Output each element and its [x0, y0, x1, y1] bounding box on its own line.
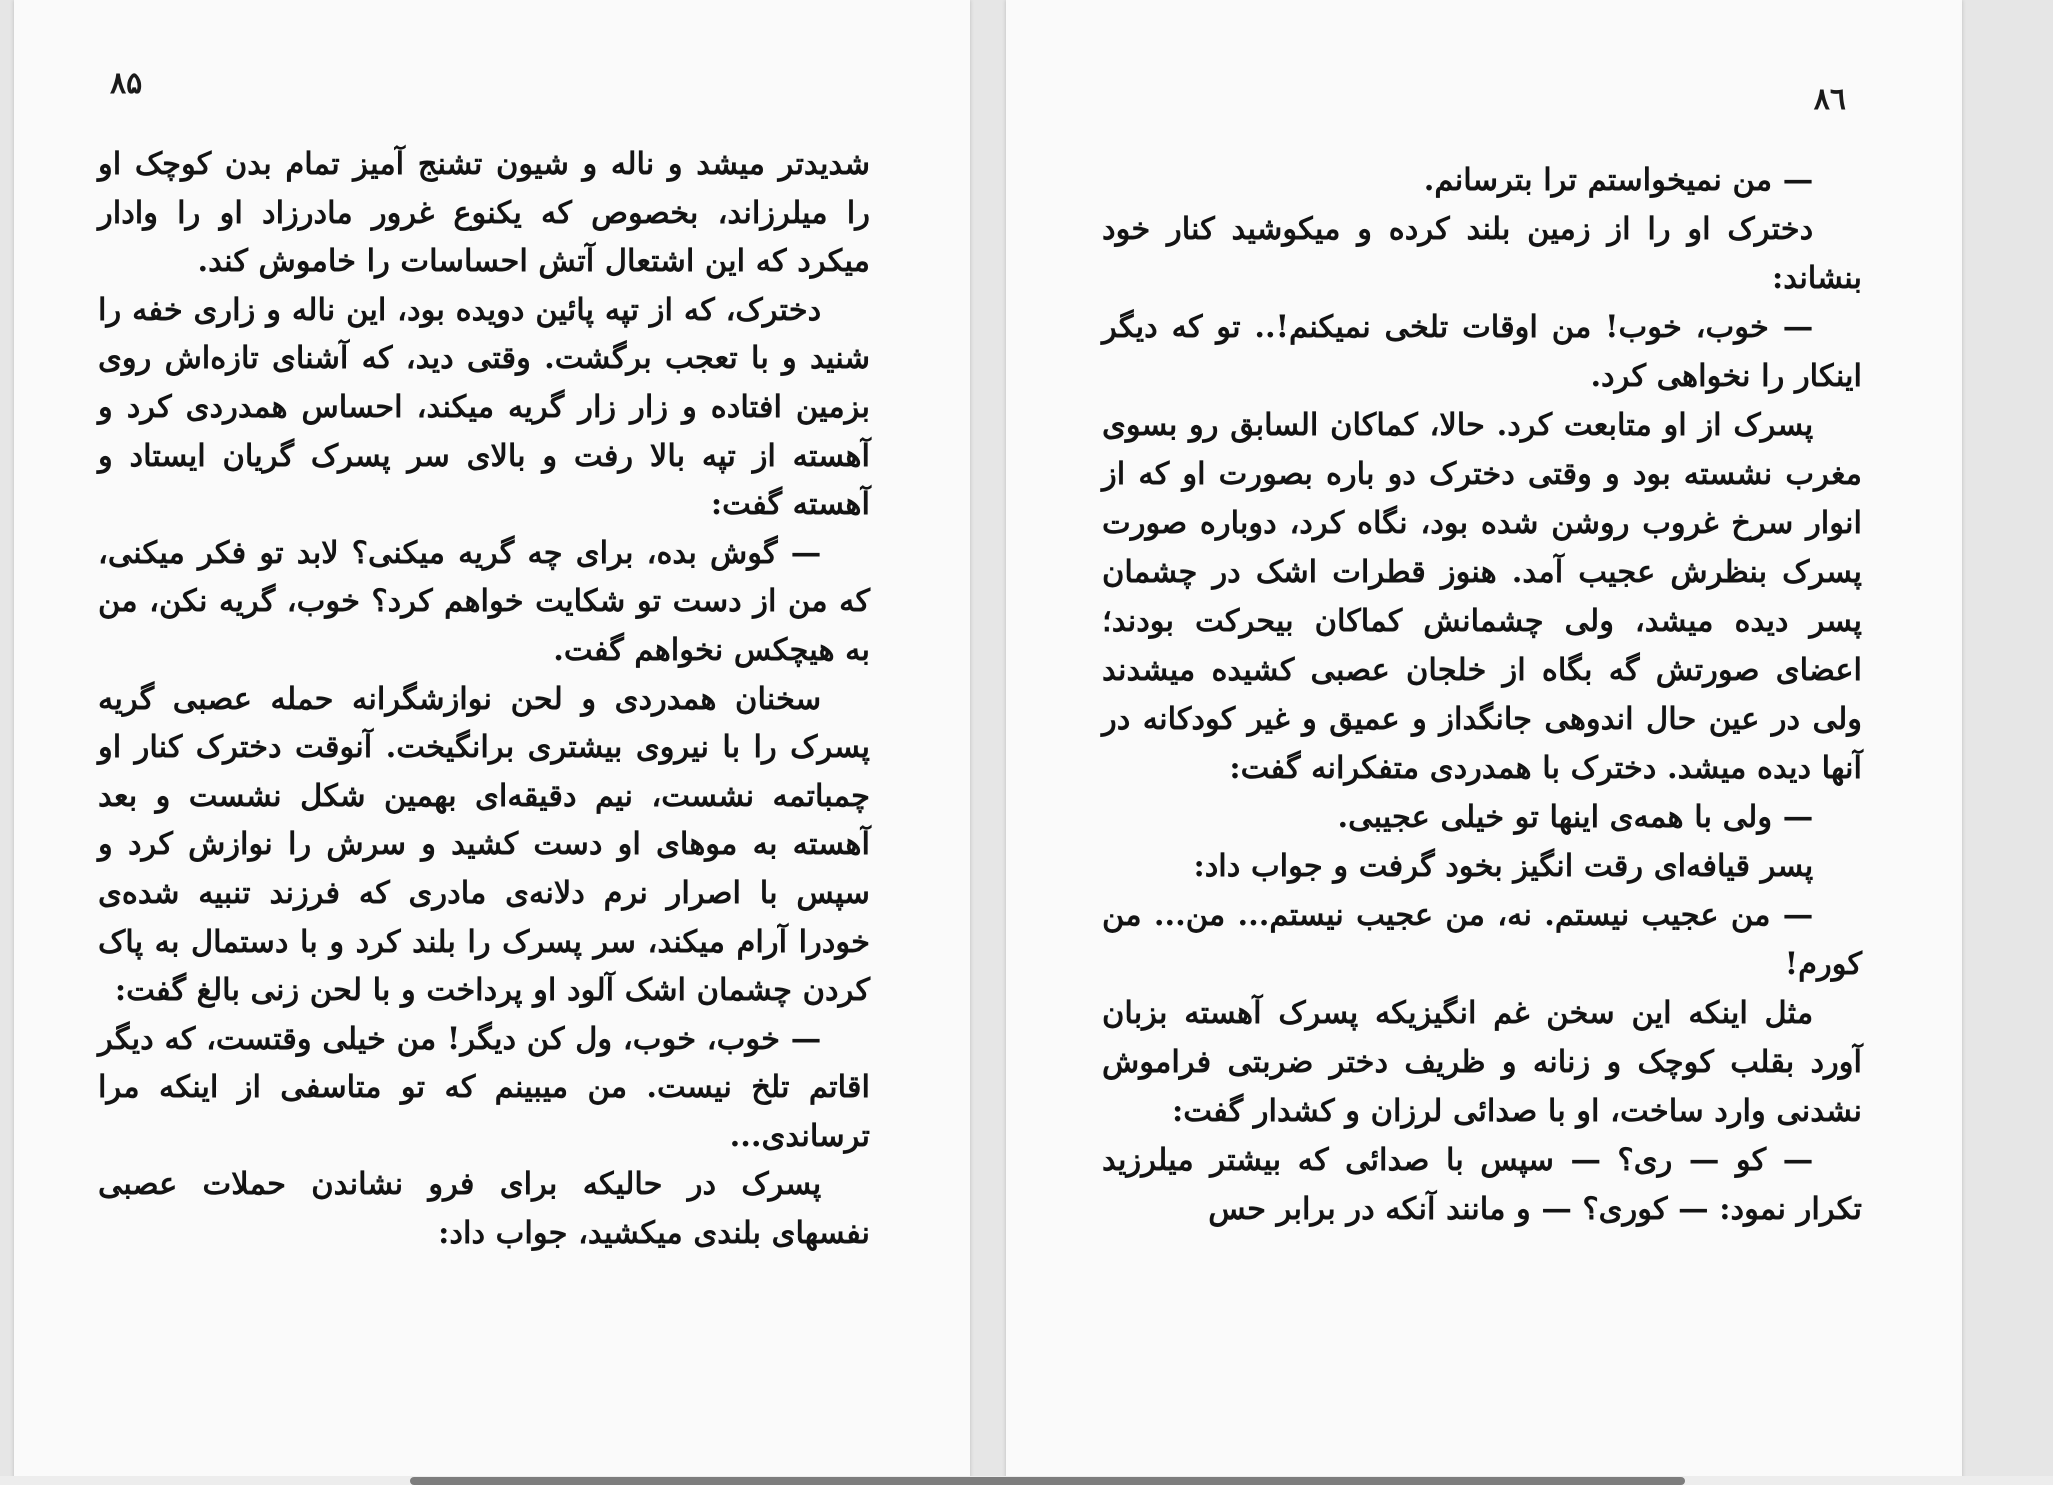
paragraph: — ولی با همه‌ی اینها تو خیلی عجیبی.	[1337, 799, 1814, 835]
page-number: ۸٦	[1813, 82, 1846, 117]
left-page	[14, 0, 970, 1485]
page-text	[98, 140, 870, 1258]
paragraph: دخترک او را از زمین بلند کرده و میکوشید کنار خود بنشاند:	[1102, 211, 1862, 296]
paragraph: — کو — ری؟ — سپس با صدائی که بیشتر میلرزید تکرار نمود: — کوری؟ — و مانند آنکه در برابر حس	[1102, 1142, 1862, 1227]
paragraph: — من نمیخواستم ترا بترسانم.	[1423, 162, 1814, 198]
paragraph: شدیدتر میشد و ناله و شیون تشنج آمیز تمام بدن کوچک او را میلرزاند، بخصوص که یکنوع غرور مادرزاد او را وادار میکرد که این اشتعال آتش احساسات را خاموش کند.	[98, 146, 870, 280]
horizontal-scrollbar-thumb[interactable]	[410, 1477, 1685, 1485]
page-number: ۸۵	[110, 66, 143, 101]
paragraph: پسرک در حالیکه برای فرو نشاندن حملات عصبی نفسهای بلندی میکشید، جواب داد:	[98, 1166, 870, 1252]
paragraph: سخنان همدردی و لحن نوازشگرانه حمله عصبی گریه پسرک را با نیروی بیشتری برانگیخت. آنوقت دخترک کنار او چمباتمه نشست، نیم دقیقه‌ای بهمین شکل نشست و بعد آهسته به موهای او دست کشید و سرش را نوازش کرد و سپس با اصرار نرم دلانه‌ی مادری که فرزند تنبیه شده‌ی خودرا آرام میکند، سر پسرک را بلند کرد و با دستمال به پاک کردن چشمان اشک آلود او پرداخت و با لحن زنی بالغ گفت:	[98, 680, 870, 1009]
page-text	[1102, 156, 1862, 1234]
paragraph: پسرک از او متابعت کرد. حالا، کماکان السابق رو بسوی مغرب نشسته بود و وقتی دخترک دو باره بصورت او که از انوار سرخ غروب روشن شده بود، نگاه کرد، دوباره صورت پسرک بنظرش عجیب آمد. هنوز قطرات اشک در چشمان پسر دیده میشد، ولی چشمانش کماکان بیحرکت بودند؛ اعضای صورتش گه بگاه از خلجان عصبی کشیده میشدند ولی در عین حال اندوهی جانگداز و عمیق و غیر کودکانه در آنها دیده میشد. دخترک با همدردی متفکرانه گفت:	[1102, 407, 1862, 786]
paragraph: پسر قیافه‌ای رقت انگیز بخود گرفت و جواب داد:	[1193, 848, 1814, 884]
right-page	[1006, 0, 1962, 1485]
paragraph: — خوب، خوب، ول کن دیگر! من خیلی وقتست، که دیگر اقاتم تلخ نیست. من میبینم که تو متاسفی از اینکه مرا ترساندی...	[98, 1020, 870, 1154]
paragraph: — خوب، خوب! من اوقات تلخی نمیکنم!.. تو که دیگر اینکار را نخواهی کرد.	[1102, 309, 1862, 394]
paragraph: — گوش بده، برای چه گریه میکنی؟ لابد تو فکر میکنی، که من از دست تو شکایت خواهم کرد؟ خوب، گریه نکن، من به هیچکس نخواهم گفت.	[98, 534, 870, 668]
paragraph: — من عجیب نیستم. نه، من عجیب نیستم... من... من کورم!	[1102, 897, 1862, 982]
paragraph: دخترک، که از تپه پائین دویده بود، این ناله و زاری خفه را شنید و با تعجب برگشت. وقتی دید، که آشنای تازه‌اش روی بزمین افتاده و زار زار گریه میکند، احساس همدردی کرد و آهسته از تپه بالا رفت و بالای سر پسرک گریان ایستاد و آهسته گفت:	[98, 291, 870, 523]
paragraph: مثل اینکه این سخن غم انگیزیکه پسرک آهسته بزبان آورد بقلب کوچک و زنانه و ظریف دختر ضربتی فراموش نشدنی وارد ساخت، او با صدائی لرزان و کشدار گفت:	[1102, 995, 1862, 1129]
